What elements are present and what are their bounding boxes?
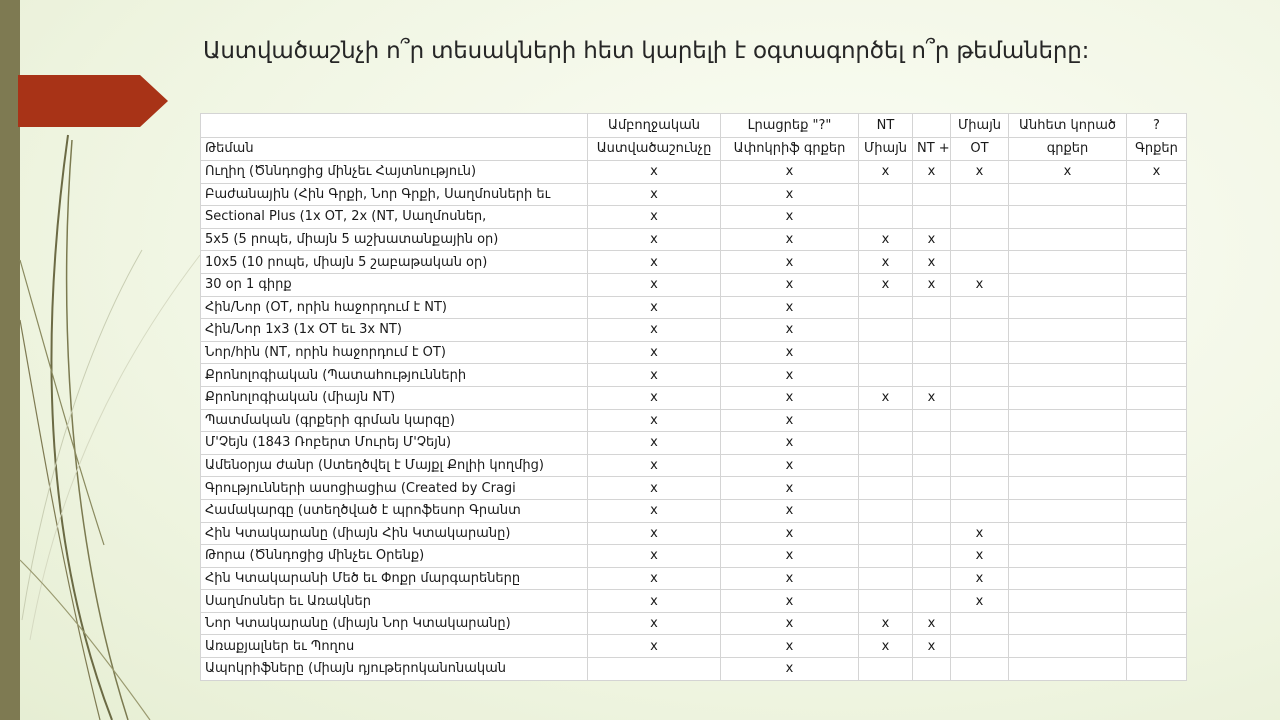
check-cell: [1009, 386, 1127, 409]
check-cell: x: [588, 612, 721, 635]
check-cell: [1009, 522, 1127, 545]
check-cell: [951, 454, 1009, 477]
check-cell: x: [588, 545, 721, 568]
check-cell: x: [721, 658, 859, 681]
check-cell: [913, 364, 951, 387]
header-cell: գրքեր: [1009, 137, 1127, 161]
check-cell: x: [721, 364, 859, 387]
check-cell: [1127, 545, 1187, 568]
topic-cell: Նոր/հին (NT, որին հաջորդում է OT): [201, 341, 588, 364]
check-cell: [951, 296, 1009, 319]
topic-cell: Մ'Չեյն (1843 Ռոբերտ Մուրեյ Մ'Չեյն): [201, 432, 588, 455]
topic-cell: Հին Կտակարանը (միայն Հին Կտակարանը): [201, 522, 588, 545]
check-cell: [1009, 545, 1127, 568]
table-row: [201, 341, 1187, 364]
check-cell: [859, 567, 913, 590]
check-cell: x: [721, 228, 859, 251]
topic-cell: 5x5 (5 րոպե, միայն 5 աշխատանքային օր): [201, 228, 588, 251]
table-row: [201, 432, 1187, 455]
check-cell: x: [721, 635, 859, 658]
topic-cell: Հին Կտակարանի Մեծ եւ Փոքր մարգարեները: [201, 567, 588, 590]
check-cell: [1127, 454, 1187, 477]
check-cell: x: [588, 499, 721, 522]
check-cell: x: [721, 454, 859, 477]
check-cell: [1009, 590, 1127, 613]
check-cell: x: [721, 206, 859, 229]
check-cell: x: [859, 386, 913, 409]
check-cell: x: [859, 635, 913, 658]
check-cell: [951, 364, 1009, 387]
topic-cell: Ամենօրյա ժանր (Ստեղծվել է Մայքլ Քոլիի կողմից): [201, 454, 588, 477]
check-cell: [951, 432, 1009, 455]
check-cell: x: [951, 567, 1009, 590]
check-cell: [1127, 612, 1187, 635]
check-cell: [913, 454, 951, 477]
check-cell: [1009, 251, 1127, 274]
check-cell: x: [588, 161, 721, 184]
check-cell: [913, 522, 951, 545]
check-cell: x: [588, 251, 721, 274]
topic-cell: Sectional Plus (1x OT, 2x (NT, Սաղմոսներ,: [201, 206, 588, 229]
check-cell: x: [588, 635, 721, 658]
check-cell: [1127, 364, 1187, 387]
header-cell: Ափոկրիֆ գրքեր: [721, 137, 859, 161]
check-cell: x: [588, 590, 721, 613]
check-cell: [859, 477, 913, 500]
check-cell: [1127, 296, 1187, 319]
check-cell: [859, 409, 913, 432]
check-cell: x: [721, 545, 859, 568]
check-cell: [1009, 432, 1127, 455]
check-cell: [1009, 612, 1127, 635]
check-cell: x: [951, 545, 1009, 568]
check-cell: [951, 183, 1009, 206]
check-cell: x: [588, 477, 721, 500]
check-cell: [859, 206, 913, 229]
check-cell: x: [588, 341, 721, 364]
check-cell: [859, 432, 913, 455]
table-row: [201, 635, 1187, 658]
check-cell: x: [588, 206, 721, 229]
check-cell: [951, 228, 1009, 251]
check-cell: x: [588, 386, 721, 409]
header-cell: NT +: [913, 137, 951, 161]
check-cell: x: [721, 341, 859, 364]
check-cell: x: [721, 296, 859, 319]
check-cell: [951, 635, 1009, 658]
check-cell: x: [721, 477, 859, 500]
check-cell: [913, 206, 951, 229]
check-cell: [913, 341, 951, 364]
table-row: [201, 364, 1187, 387]
check-cell: [913, 499, 951, 522]
check-cell: x: [913, 228, 951, 251]
check-cell: x: [721, 499, 859, 522]
check-cell: x: [588, 273, 721, 296]
topic-cell: Բաժանային (Հին Գրքի, Նոր Գրքի, Սաղմոսների եւ: [201, 183, 588, 206]
check-cell: [951, 612, 1009, 635]
table-row: [201, 251, 1187, 274]
table-row: [201, 567, 1187, 590]
check-cell: [1127, 658, 1187, 681]
check-cell: [951, 658, 1009, 681]
check-cell: [1127, 432, 1187, 455]
check-cell: [859, 296, 913, 319]
header-cell: Անհետ կորած: [1009, 114, 1127, 138]
check-cell: [1127, 477, 1187, 500]
check-cell: x: [721, 590, 859, 613]
check-cell: x: [721, 522, 859, 545]
topic-cell: Քրոնոլոգիական (Պատահությունների: [201, 364, 588, 387]
check-cell: x: [588, 228, 721, 251]
table-row: [201, 522, 1187, 545]
table-header: [201, 114, 1187, 161]
slide-title: Աստվածաշնչի ո՞ր տեսակների հետ կարելի է օգտագործել ո՞ր թեմաները:: [203, 38, 1090, 64]
check-cell: x: [721, 612, 859, 635]
check-cell: [1127, 409, 1187, 432]
header-cell: Լրացրեք "?": [721, 114, 859, 138]
check-cell: [859, 522, 913, 545]
topic-cell: Քրոնոլոգիական (միայն NT): [201, 386, 588, 409]
check-cell: x: [588, 364, 721, 387]
table-row: [201, 454, 1187, 477]
check-cell: x: [951, 161, 1009, 184]
check-cell: x: [951, 590, 1009, 613]
table-row: [201, 273, 1187, 296]
header-row: [201, 137, 1187, 161]
check-cell: [913, 409, 951, 432]
check-cell: [1127, 522, 1187, 545]
check-cell: [1009, 567, 1127, 590]
check-cell: x: [588, 296, 721, 319]
table-row: [201, 477, 1187, 500]
check-cell: [1009, 228, 1127, 251]
check-cell: x: [859, 251, 913, 274]
check-cell: x: [588, 183, 721, 206]
check-cell: [913, 432, 951, 455]
check-cell: [1009, 319, 1127, 342]
check-cell: x: [721, 409, 859, 432]
header-row: [201, 114, 1187, 138]
topic-cell: 30 օր 1 գիրք: [201, 273, 588, 296]
topic-cell: Հին/Նոր 1x3 (1x OT եւ 3x NT): [201, 319, 588, 342]
check-cell: [859, 454, 913, 477]
check-cell: x: [913, 635, 951, 658]
check-cell: [913, 477, 951, 500]
check-cell: x: [859, 228, 913, 251]
check-cell: x: [721, 161, 859, 184]
check-cell: [1009, 364, 1127, 387]
check-cell: [1127, 251, 1187, 274]
check-cell: [913, 319, 951, 342]
check-cell: [1009, 454, 1127, 477]
check-cell: [1009, 341, 1127, 364]
check-cell: [1127, 386, 1187, 409]
check-cell: [1127, 590, 1187, 613]
check-cell: [1127, 567, 1187, 590]
topic-cell: Թորա (Ծննդոցից մինչեւ Օրենք): [201, 545, 588, 568]
table-row: [201, 228, 1187, 251]
header-cell: OT: [951, 137, 1009, 161]
check-cell: x: [913, 273, 951, 296]
check-cell: [913, 183, 951, 206]
topic-cell: 10x5 (10 րոպե, միայն 5 շաբաթական օր): [201, 251, 588, 274]
check-cell: [913, 545, 951, 568]
check-cell: [1009, 183, 1127, 206]
check-cell: [859, 545, 913, 568]
topic-cell: Առաքյալներ եւ Պողոս: [201, 635, 588, 658]
check-cell: [913, 567, 951, 590]
check-cell: [1127, 635, 1187, 658]
check-cell: [859, 183, 913, 206]
check-cell: [951, 409, 1009, 432]
check-cell: [951, 341, 1009, 364]
check-cell: x: [588, 567, 721, 590]
check-cell: x: [859, 273, 913, 296]
table-row: [201, 499, 1187, 522]
topic-cell: Սաղմոսներ եւ Առակներ: [201, 590, 588, 613]
check-cell: [1009, 658, 1127, 681]
check-cell: x: [721, 273, 859, 296]
check-cell: x: [588, 319, 721, 342]
check-cell: x: [588, 409, 721, 432]
table-row: [201, 183, 1187, 206]
check-cell: [913, 658, 951, 681]
check-cell: [1127, 319, 1187, 342]
check-cell: [1009, 409, 1127, 432]
header-cell-topic: [201, 114, 588, 138]
topic-cell: Ուղիղ (Ծննդոցից մինչեւ Հայտնություն): [201, 161, 588, 184]
check-cell: [913, 296, 951, 319]
header-cell-topic: Թեման: [201, 137, 588, 161]
reading-plan-table: [200, 113, 1186, 681]
topic-cell: Պատմական (գրքերի գրման կարգը): [201, 409, 588, 432]
table-row: [201, 161, 1187, 184]
header-cell: Գրքեր: [1127, 137, 1187, 161]
check-cell: [859, 658, 913, 681]
check-cell: [951, 499, 1009, 522]
check-cell: x: [951, 273, 1009, 296]
header-cell: Աստվածաշունչը: [588, 137, 721, 161]
table-row: [201, 409, 1187, 432]
topic-cell: Նոր Կտակարանը (միայն Նոր Կտակարանը): [201, 612, 588, 635]
check-cell: [859, 364, 913, 387]
check-cell: [913, 590, 951, 613]
check-cell: [1127, 341, 1187, 364]
check-cell: x: [913, 161, 951, 184]
table-row: [201, 612, 1187, 635]
header-cell: [913, 114, 951, 138]
check-cell: [1009, 477, 1127, 500]
check-cell: x: [721, 432, 859, 455]
check-cell: x: [721, 567, 859, 590]
check-cell: [1127, 499, 1187, 522]
check-cell: x: [1127, 161, 1187, 184]
check-cell: [859, 341, 913, 364]
check-cell: x: [913, 612, 951, 635]
topic-cell: Համակարգը (ստեղծված է պրոֆեսոր Գրանտ: [201, 499, 588, 522]
check-cell: [859, 499, 913, 522]
table-row: [201, 206, 1187, 229]
accent-arrow-shape: [18, 75, 168, 127]
check-cell: [951, 251, 1009, 274]
check-cell: [1009, 499, 1127, 522]
check-cell: x: [721, 251, 859, 274]
check-cell: x: [588, 522, 721, 545]
header-cell: NT: [859, 114, 913, 138]
check-cell: [859, 319, 913, 342]
table-row: [201, 319, 1187, 342]
check-cell: x: [859, 161, 913, 184]
table-row: [201, 658, 1187, 681]
check-cell: x: [913, 386, 951, 409]
topic-cell: Գրությունների ասոցիացիա (Created by Cragi: [201, 477, 588, 500]
header-cell: Միայն: [859, 137, 913, 161]
check-cell: [951, 206, 1009, 229]
table-row: [201, 386, 1187, 409]
check-cell: [951, 319, 1009, 342]
check-cell: [1009, 206, 1127, 229]
check-cell: x: [721, 183, 859, 206]
check-cell: x: [588, 432, 721, 455]
topic-cell: Հին/Նոր (OT, որին հաջորդում է NT): [201, 296, 588, 319]
check-cell: [951, 386, 1009, 409]
check-cell: [859, 590, 913, 613]
check-cell: [1127, 183, 1187, 206]
header-cell: Միայն: [951, 114, 1009, 138]
check-cell: x: [721, 319, 859, 342]
check-cell: [951, 477, 1009, 500]
check-cell: x: [721, 386, 859, 409]
check-cell: [1009, 296, 1127, 319]
check-cell: [1009, 273, 1127, 296]
check-cell: [1127, 228, 1187, 251]
table-body: [201, 161, 1187, 681]
table-row: [201, 545, 1187, 568]
header-cell: ?: [1127, 114, 1187, 138]
check-cell: x: [859, 612, 913, 635]
check-cell: x: [588, 454, 721, 477]
table-row: [201, 296, 1187, 319]
check-cell: [1009, 635, 1127, 658]
check-cell: x: [1009, 161, 1127, 184]
check-cell: x: [913, 251, 951, 274]
table-row: [201, 590, 1187, 613]
check-cell: [588, 658, 721, 681]
check-cell: [1127, 206, 1187, 229]
check-cell: [1127, 273, 1187, 296]
topic-cell: Ապոկրիֆները (միայն դյութերոկանոնական: [201, 658, 588, 681]
header-cell: Ամբողջական: [588, 114, 721, 138]
check-cell: x: [951, 522, 1009, 545]
